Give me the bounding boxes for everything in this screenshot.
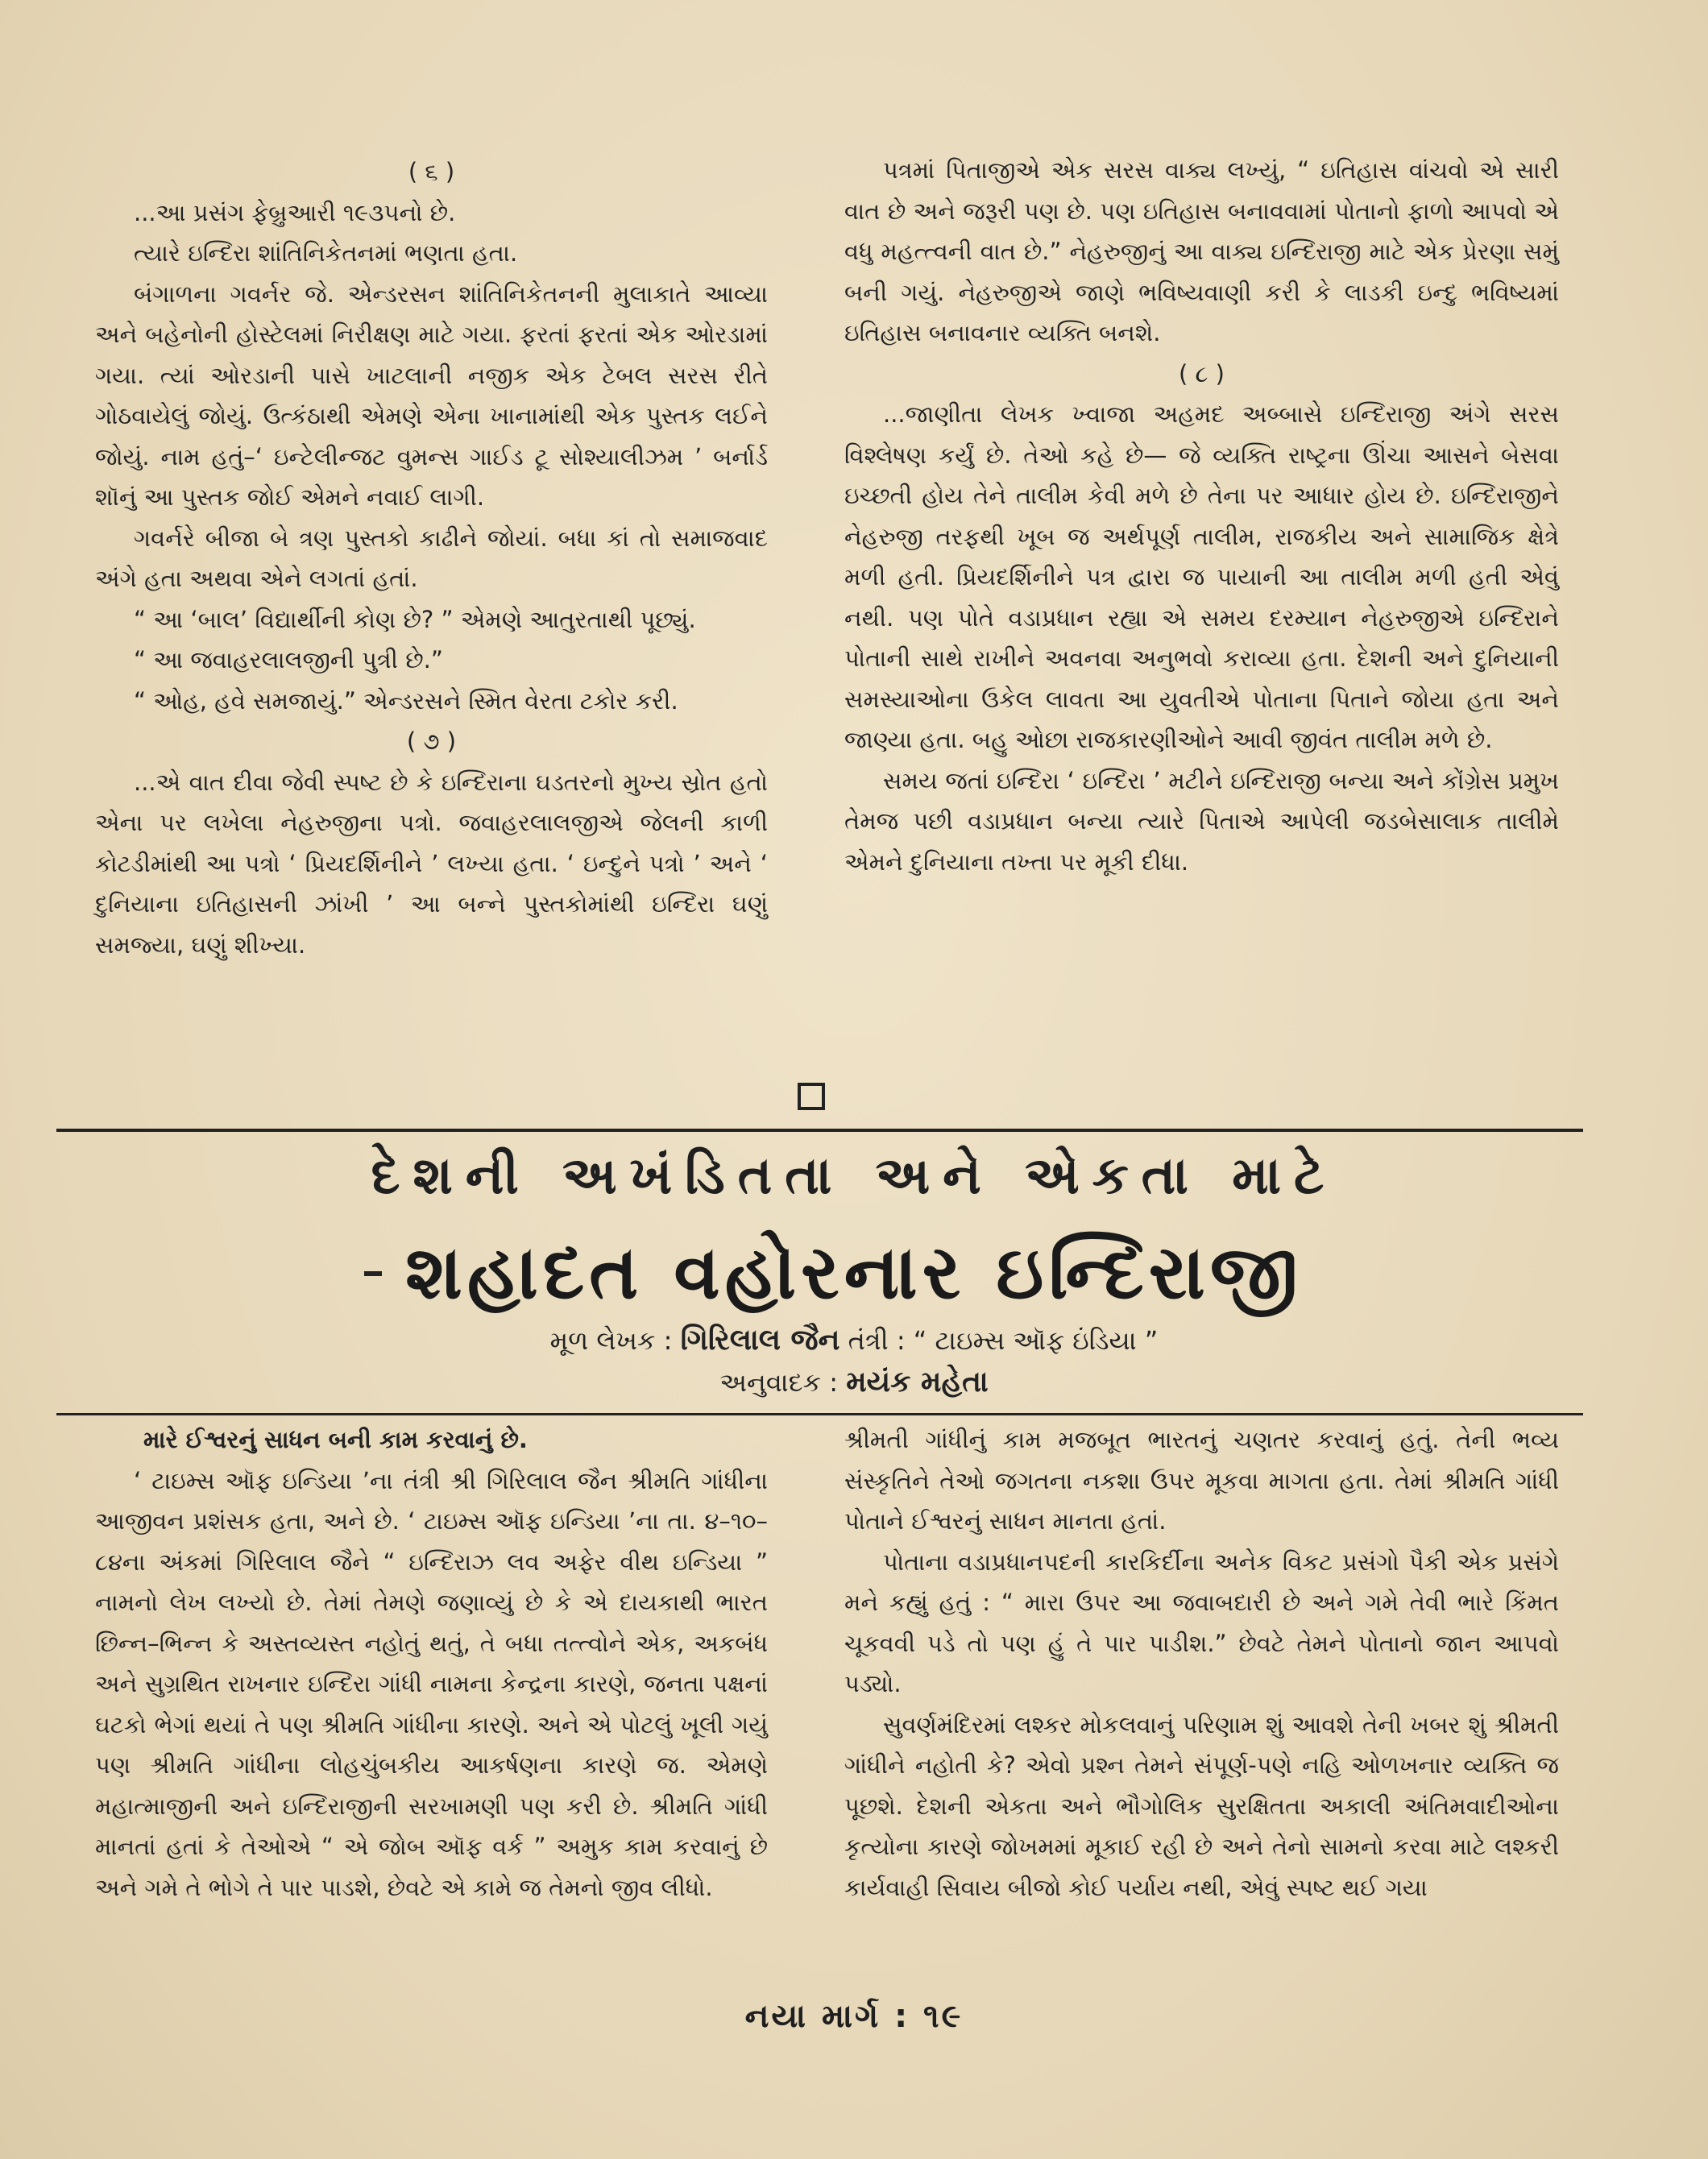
paragraph: ‘ ટાઇમ્સ ઑફ ઇન્ડિયા ’ના તંત્રી શ્રી ગિરિલાલ જૈન શ્રીમતિ ગાંધીના આજીવન પ્રશંસક હતા, અને છે. ‘ ટાઇમ્સ ઑફ ઇન્ડિયા ’ના તા. ૪–૧૦–૮૪ના અંકમાં ગિરિલાલ જૈને “ ઇન્દિરાઝ લવ અફેર વીથ ઇન્ડિયા ” નામનો લેખ લખ્યો છે. તેમાં તેમણે જણાવ્યું છે કે એ દાયકાથી ભારત છિન્ન–ભિન્ન કે અસ્તવ્યસ્ત નહોતું થતું, તે બધા તત્ત્વોને એક, અકબંધ અને સુગ્રથિત રાખનાર ઇન્દિરા ગાંધી નામના કેન્દ્રના કારણે, જનતા પક્ષનાં ઘટકો ભેગાં થયાં તે પણ શ્રીમતિ ગાંધીના કારણે. અને એ પોટલું ખૂલી ગયું પણ શ્રીમતિ ગાંધીના લોહચુંબકીય આકર્ષણના કારણે જ. એમણે મહાત્માજીની અને ઇન્દિરાજીની સરખામણી પણ કરી છે. શ્રીમતિ ગાંધી માનતાં હતાં કે તેઓએ “ એ જોબ ઑફ વર્ક ” અમુક કામ કરવાનું છે અને ગમે તે ભોગે તે પાર પાડશે, છેવટે એ કામે જ તેમનો જીવ લીધો.	[95, 1466, 768, 1901]
bottom-right-column	[844, 1419, 1559, 1908]
paragraph: બંગાળના ગવર્નર જે. એન્ડરસન શાંતિનિકેતનની મુલાકાતે આવ્યા અને બહેનોની હોસ્ટેલમાં નિરીક્ષણ માટે ગયા. ફરતાં ફરતાં એક ઓરડામાં ગયા. ત્યાં ઓરડાની પાસે ખાટલાની નજીક એક ટેબલ સરસ રીતે ગોઠવાયેલું જોયું. ઉત્કંઠાથી એમણે એના ખાનામાંથી એક પુસ્તક લઈને જોયું. નામ હતું–‘ ઇન્ટેલીન્જટ વુમન્સ ગાઈડ ટૂ સોશ્યાલીઝમ ’ બર્નાર્ડ શૉનું આ પુસ્તક જોઈ એમને નવાઈ લાગી.	[95, 280, 768, 511]
section-number-8: ( ૮ )	[1178, 359, 1225, 387]
translator-line	[0, 1365, 1708, 1400]
translator-label: અનુવાદક :	[719, 1367, 839, 1398]
paragraph: “ આ જવાહરલાલજીની પુત્રી છે.”	[134, 646, 443, 673]
paragraph: ગવર્નરે બીજા બે ત્રણ પુસ્તકો કાઢીને જોયાં. બધા કાં તો સમાજવાદ અંગે હતા અથવા એને લગતાં હતાં.	[95, 524, 768, 592]
divider-rule	[56, 1413, 1583, 1415]
article-title: શહાદત વહોરનાર ઇન્દિરાજી	[405, 1229, 1303, 1316]
page-footer: નયા માર્ગ : ૧૯	[744, 1998, 964, 2035]
top-left-column	[95, 151, 768, 965]
paragraph: સમય જતાં ઇન્દિરા ‘ ઇન્દિરા ’ મટીને ઇન્દિરાજી બન્યા અને કોંગ્રેસ પ્રમુખ તેમજ પછી વડાપ્રધાન બન્યા ત્યારે પિતાએ આપેલી જડબેસાલાક તાલીમે એમને દુનિયાના તખ્તા પર મૂકી દીધા.	[844, 766, 1559, 876]
article-kicker: દેશની અખંડિતતા અને એકતા માટે	[371, 1146, 1337, 1206]
paragraph: પોતાના વડાપ્રધાનપદની કારકિર્દીના અનેક વિકટ પ્રસંગો પૈકી એક પ્રસંગે મને કહ્યું હતું : “ મારા ઉપર આ જવાબદારી છે અને ગમે તેવી ભારે કિંમત ચૂકવવી પડે તો પણ હું તે પાર પાડીશ.” છેવટે તેમને પોતાનો જાન આપવો પડ્યો.	[844, 1548, 1559, 1697]
paragraph: ...આ પ્રસંગ ફેબ્રુઆરી ૧૯૩૫નો છે.	[134, 198, 456, 226]
top-right-column	[844, 150, 1559, 882]
paragraph: ...એ વાત દીવા જેવી સ્પષ્ટ છે કે ઇન્દિરાના ઘડતરનો મુખ્ય સ્રોત હતો એના પર લખેલા નેહરુજીના પત્રો. જવાહરલાલજીએ જેલની કાળી કોટડીમાંથી આ પત્રો ‘ પ્રિયદર્શિનીને ’ લખ્યા હતા. ‘ ઇન્દુને પત્રો ’ અને ‘ દુનિયાના ઇતિહાસની ઝાંખી ’ આ બન્ને પુસ્તકોમાંથી ઇન્દિરા ઘણું સમજ્યા, ઘણું શીખ્યા.	[95, 768, 768, 959]
paragraph: “ ઓહ, હવે સમજાયું.” એન્ડરસને સ્મિત વેરતા ટકોર કરી.	[134, 686, 678, 715]
divider-rule	[56, 1129, 1583, 1132]
section-number-6: ( ૬ )	[408, 158, 455, 185]
paragraph: સુવર્ણમંદિરમાં લશ્કર મોકલવાનું પરિણામ શું આવશે તેની ખબર શું શ્રીમતી ગાંધીને નહોતી કે? એવો પ્રશ્ન તેમને સંપૂર્ણ-પણે નહિ ઓળખનાર વ્યક્તિ જ પૂછશે. દેશની એકતા અને ભૌગોલિક સુરક્ષિતતા અકાલી અંતિમવાદીઓના કૃત્યોના કારણે જોખમમાં મૂકાઈ રહી છે અને તેનો સામનો કરવા માટે લશ્કરી કાર્યવાહી સિવાય બીજો કોઈ પર્યાય નથી, એવું સ્પષ્ટ થઈ ગયા	[844, 1710, 1559, 1901]
byline-rest: તંત્રી : “ ટાઇમ્સ ઑફ ઇંડિયા ”	[848, 1325, 1159, 1356]
subheading: મારે ઈશ્વરનું સાધન બની કામ કરવાનું છે.	[143, 1426, 528, 1453]
paragraph: શ્રીમતી ગાંધીનું કામ મજબૂત ભારતનું ચણતર કરવાનું હતું. તેની ભવ્ય સંસ્કૃતિને તેઓ જગતના નકશા ઉપર મૂકવા માગતા હતા. તેમાં શ્રીમતિ ગાંધી પોતાને ઈશ્વરનું સાધન માનતા હતાં.	[844, 1426, 1559, 1535]
paragraph: ત્યારે ઇન્દિરા શાંતિનિકેતનમાં ભણતા હતા.	[134, 239, 518, 267]
bottom-left-column	[95, 1419, 768, 1908]
byline	[0, 1323, 1708, 1358]
author-name: ગિરિલાલ જૈન	[680, 1324, 840, 1357]
paragraph: પત્રમાં પિતાજીએ એક સરસ વાક્ય લખ્યું, “ ઇતિહાસ વાંચવો એ સારી વાત છે અને જરૂરી પણ છે. પણ ઇતિહાસ બનાવવામાં પોતાનો ફાળો આપવો એ વધુ મહત્ત્વની વાત છે.” નેહરુજીનું આ વાક્ય ઇન્દિરાજી માટે એક પ્રેરણા સમું બની ગયું. નેહરુજીએ જાણે ભવિષ્યવાણી કરી કે લાડકી ઇન્દુ ભવિષ્યમાં ઇતિહાસ બનાવનાર વ્યક્તિ બનશે.	[844, 156, 1559, 346]
paragraph: “ આ ‘બાલ’ વિદ્યાર્થીની કોણ છે? ” એમણે આતુરતાથી પૂછ્યું.	[134, 605, 696, 633]
paragraph: ...જાણીતા લેખક ખ્વાજા અહમદ અબ્બાસે ઇન્દિરાજી અંગે સરસ વિશ્લેષણ કર્યું છે. તેઓ કહે છે— જે વ્યક્તિ રાષ્ટ્રના ઊંચા આસને બેસવા ઇચ્છતી હોય તેને તાલીમ કેવી મળે છે તેના પર આધાર હોય છે. ઇન્દિરાજીને નેહરુજી તરફથી ખૂબ જ અર્થપૂર્ણ તાલીમ, રાજકીય અને સામાજિક ક્ષેત્રે મળી હતી. પ્રિયદર્શિનીને પત્ર દ્વારા જ પાયાની આ તાલીમ મળી હતી એવું નથી. પણ પોતે વડાપ્રધાન રહ્યા એ સમય દરમ્યાન નેહરુજીએ ઇન્દિરાને પોતાની સાથે રાખીને અવનવા અનુભવો કરાવ્યા હતા. દેશની અને દુનિયાની સમસ્યાઓના ઉકેલ લાવતા આ યુવતીએ પોતાના પિતાને જોયા હતા અને જાણ્યા હતા. બહુ ઓછા રાજકારણીઓને આવી જીવંત તાલીમ મળે છે.	[844, 400, 1559, 753]
translator-name: મયંક મહેતા	[846, 1365, 989, 1399]
byline-label: મૂળ લેખક :	[549, 1325, 673, 1356]
end-of-article-square	[798, 1083, 825, 1110]
section-number-7: ( ૭ )	[406, 727, 457, 755]
